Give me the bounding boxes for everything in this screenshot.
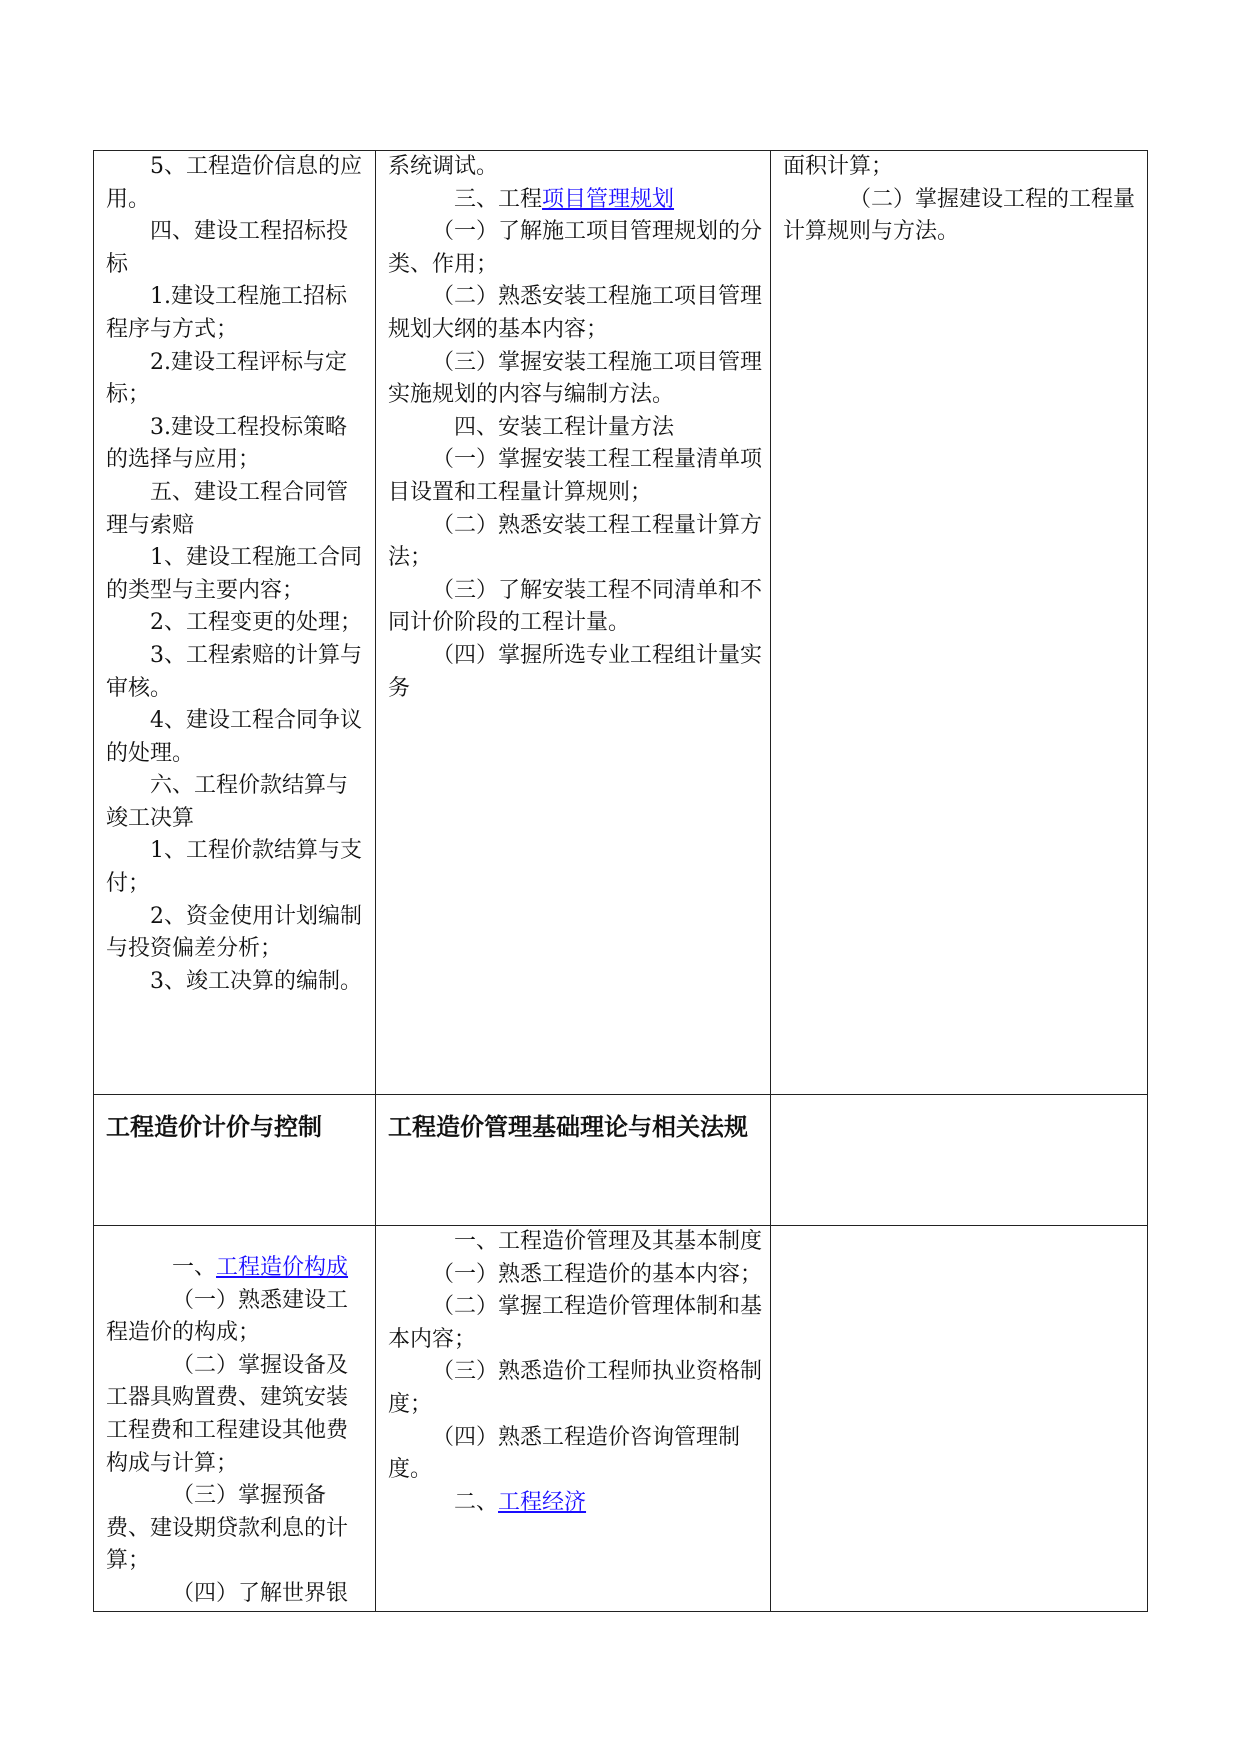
table-row-top (94, 151, 1148, 1095)
cell-line: （三）了解安装工程不同清单和不同计价阶段的工程计量。 (388, 577, 763, 636)
cell-line: 2.建设工程评标与定标； (106, 349, 347, 408)
cell-line: （一）熟悉工程造价的基本内容； (432, 1261, 763, 1287)
cell-line: 3、竣工决算的编制。 (150, 968, 362, 994)
cell-line: 3.建设工程投标策略的选择与应用； (106, 414, 347, 473)
table-row-header (94, 1095, 1148, 1226)
cell-line: 3、工程索赔的计算与审核。 (106, 642, 362, 701)
cell-line: （三）掌握安装工程施工项目管理实施规划的内容与编制方法。 (388, 349, 763, 408)
cell-line: （二）熟悉安装工程施工项目管理规划大纲的基本内容； (388, 284, 763, 342)
cell-line: （一）熟悉建设工程造价的构成； (106, 1287, 349, 1346)
project-management-planning-link[interactable]: 项目管理规划 (542, 186, 675, 212)
cell-line: （四）了解世界银 (172, 1580, 349, 1606)
cell-line: （一）了解施工项目管理规划的分类、作用； (388, 219, 763, 277)
header-cell-empty (771, 1095, 1148, 1226)
header-cell-management-theory: 工程造价管理基础理论与相关法规 (376, 1095, 771, 1226)
cell-line: 六、工程价款结算与竣工决算 (106, 773, 349, 831)
bottom-cell-col2 (376, 1226, 771, 1612)
header-cell-pricing-control: 工程造价计价与控制 (94, 1095, 376, 1226)
cell-line: （三）熟悉造价工程师执业资格制度； (388, 1359, 763, 1417)
cell-line: 1、建设工程施工合同的类型与主要内容； (106, 545, 362, 603)
cell-line: （二）掌握设备及工器具购置费、建筑安装工程费和工程建设其他费构成与计算； (106, 1352, 349, 1476)
syllabus-table (93, 150, 1148, 1612)
cell-line: （四）熟悉工程造价咨询管理制度。 (388, 1424, 741, 1483)
top-cell-col2 (376, 151, 771, 1095)
heading-prefix: 三、工程 (454, 186, 543, 212)
top-cell-col1 (94, 151, 376, 1095)
bottom-cell-col1 (94, 1226, 376, 1612)
cell-line: （四）掌握所选专业工程组计量实务 (388, 642, 763, 701)
cell-line: （二）掌握建设工程的工程量计算规则与方法。 (783, 186, 1136, 245)
section-heading: 四、安装工程计量方法 (454, 414, 675, 440)
cell-line: （二）熟悉安装工程工程量计算方法； (388, 512, 763, 571)
cell-line: 5、工程造价信息的应用。 (106, 154, 362, 212)
cell-line: 1.建设工程施工招标程序与方式； (106, 284, 347, 342)
heading-prefix: 二、 (454, 1489, 499, 1515)
cost-composition-link[interactable]: 工程造价构成 (216, 1255, 349, 1280)
bottom-cell-col3 (771, 1226, 1148, 1612)
heading-prefix: 一、 (172, 1255, 217, 1280)
cell-line: （一）掌握安装工程工程量清单项目设置和工程量计算规则； (388, 447, 763, 505)
section-heading (106, 1252, 367, 1285)
top-cell-col3 (771, 151, 1148, 1095)
cell-line: 系统调试。 (388, 154, 499, 179)
cell-line: （三）掌握预备费、建设期贷款利息的计算； (106, 1483, 349, 1574)
cell-line: 4、建设工程合同争议的处理。 (106, 708, 362, 766)
section-heading (388, 184, 762, 217)
cell-line: （二）掌握工程造价管理体制和基本内容； (388, 1294, 763, 1352)
cell-line: 面积计算； (783, 154, 894, 179)
engineering-economics-link[interactable]: 工程经济 (498, 1489, 587, 1515)
section-heading: 一、工程造价管理及其基本制度 (454, 1229, 763, 1254)
cell-line: 四、建设工程招标投标 (106, 219, 349, 277)
cell-line: 五、建设工程合同管理与索赔 (106, 479, 349, 538)
cell-line: 1、工程价款结算与支付； (106, 838, 362, 897)
cell-spacer (106, 1226, 367, 1252)
cell-line: 2、资金使用计划编制与投资偏差分析； (106, 903, 362, 962)
cell-line: 2、工程变更的处理； (150, 610, 362, 636)
table-row-bottom (94, 1226, 1148, 1612)
section-heading (388, 1487, 762, 1520)
